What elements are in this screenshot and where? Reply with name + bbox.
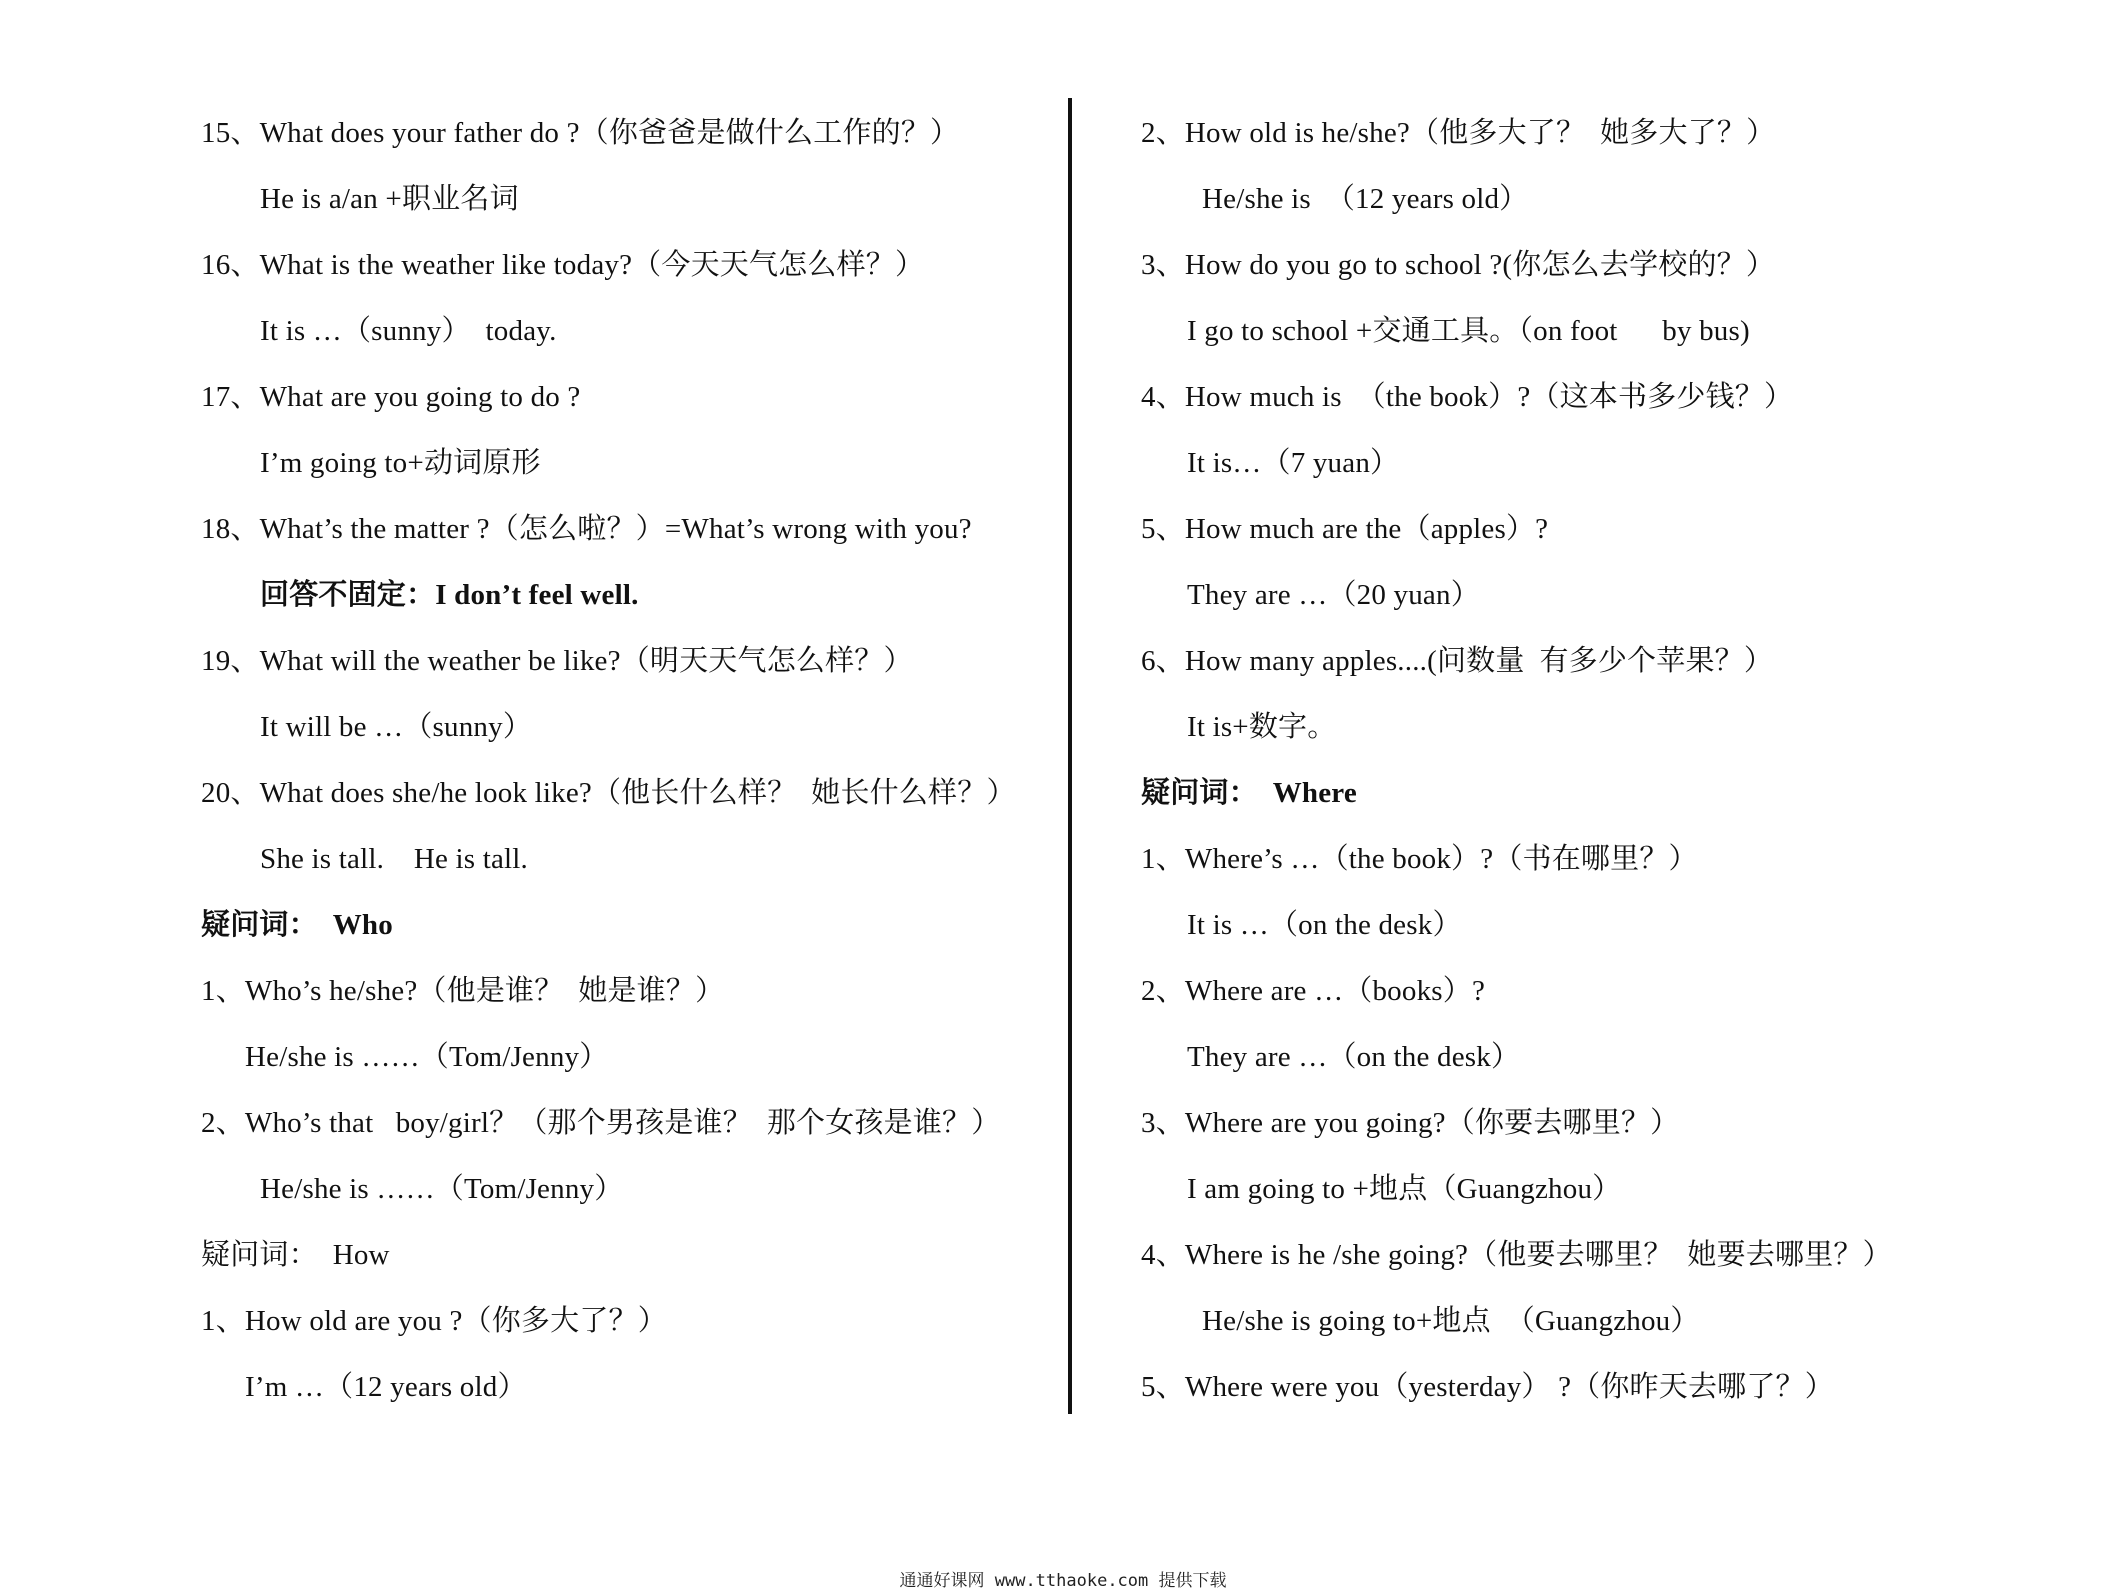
answer-19: It will be …（sunny）	[260, 711, 533, 743]
answer-17: I’m going to+动词原形	[260, 447, 541, 479]
question-20: 20、What does she/he look like?（他长什么样？ 她长什么样？）	[201, 777, 1016, 809]
question-how-1: 1、How old are you ?（你多大了？）	[201, 1305, 667, 1337]
answer-where-1: It is …（on the desk）	[1187, 909, 1462, 941]
question-16: 16、What is the weather like today?（今天天气怎么样？）	[201, 249, 925, 281]
question-how-6: 6、How many apples....(问数量 有多少个苹果？）	[1141, 645, 1774, 677]
question-who-2: 2、Who’s that boy/girl？（那个男孩是谁？ 那个女孩是谁？）	[201, 1107, 1001, 1139]
answer-who-2: He/she is ……（Tom/Jenny）	[260, 1173, 624, 1205]
question-how-4: 4、How much is （the book）?（这本书多少钱？）	[1141, 381, 1794, 413]
answer-16: It is …（sunny） today.	[260, 315, 557, 347]
answer-18: 回答不固定：I don’t feel well.	[260, 579, 639, 611]
question-where-1: 1、Where’s …（the book）?（书在哪里？）	[1141, 843, 1698, 875]
answer-how-1: I’m …（12 years old）	[245, 1371, 527, 1403]
question-where-2: 2、Where are …（books）?	[1141, 975, 1486, 1007]
question-18: 18、What’s the matter ?（怎么啦？）=What’s wrong with you?	[201, 513, 972, 545]
answer-where-3: I am going to +地点（Guangzhou）	[1187, 1173, 1622, 1205]
question-15: 15、What does your father do ?（你爸爸是做什么工作的？）	[201, 117, 960, 149]
answer-how-5: They are …（20 yuan）	[1187, 579, 1480, 611]
question-how-3: 3、How do you go to school ?(你怎么去学校的？）	[1141, 249, 1776, 281]
question-where-4: 4、Where is he /she going?（他要去哪里？ 她要去哪里？）	[1141, 1239, 1892, 1271]
question-how-5: 5、How much are the（apples）?	[1141, 513, 1549, 545]
question-17: 17、What are you going to do ?	[201, 381, 581, 413]
question-19: 19、What will the weather be like?（明天天气怎么样？）	[201, 645, 913, 677]
answer-how-4: It is…（7 yuan）	[1187, 447, 1400, 479]
question-how-2: 2、How old is he/she?（他多大了？ 她多大了？）	[1141, 117, 1776, 149]
question-where-5: 5、Where were you（yesterday） ?（你昨天去哪了？）	[1141, 1371, 1834, 1403]
answer-20: She is tall. He is tall.	[260, 843, 528, 875]
question-who-1: 1、Who’s he/she?（他是谁？ 她是谁？）	[201, 975, 725, 1007]
question-where-3: 3、Where are you going?（你要去哪里？）	[1141, 1107, 1680, 1139]
page-footer: 通通好课网 www.tthaoke.com 提供下载	[899, 1571, 1227, 1591]
heading-where: 疑问词： Where	[1141, 777, 1357, 809]
answer-where-4: He/she is going to+地点 （Guangzhou）	[1202, 1305, 1700, 1337]
answer-who-1: He/she is ……（Tom/Jenny）	[245, 1041, 609, 1073]
answer-where-2: They are …（on the desk）	[1187, 1041, 1521, 1073]
answer-how-3: I go to school +交通工具。（on foot by bus)	[1187, 315, 1750, 347]
heading-how: 疑问词： How	[201, 1239, 390, 1271]
answer-15: He is a/an +职业名词	[260, 183, 519, 215]
heading-who: 疑问词： Who	[201, 909, 393, 941]
answer-how-6: It is+数字。	[1187, 711, 1337, 743]
answer-how-2: He/she is （12 years old）	[1202, 183, 1529, 215]
right-column	[1070, 0, 2126, 1595]
